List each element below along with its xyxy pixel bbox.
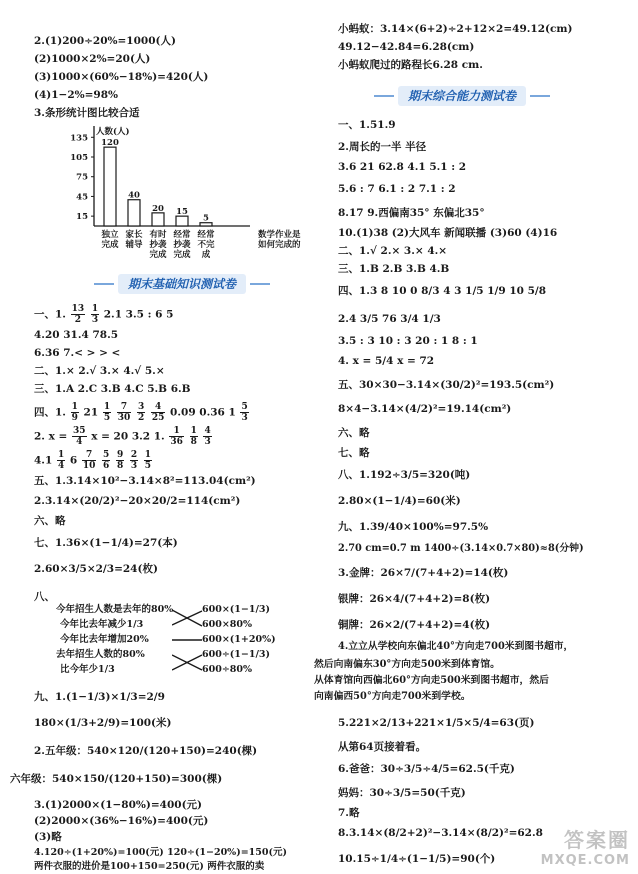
answer-line: 10.15÷1/4÷(1−1/5)=90(个) [338,853,496,865]
answer-line: 九、1.39/40×100%=97.5% [338,521,489,533]
answer-line: 七、略 [338,447,370,459]
answer-line: 两件衣服的进价是100+150=250(元) 两件衣服的卖 [34,861,265,872]
answer-line: 4.1 $\frac{1}{4}$ 6 $\frac{7}{10}$ $\frac{5}{6}$ $\frac{9}{8}$ $\frac{2}{3}$ $\frac{1}{5}$ [34,450,152,471]
bar-value-label: 40 [128,190,140,201]
answer-line: 五、30×30−3.14×(30/2)²=193.5(cm²) [338,379,555,391]
match-left-3: 今年比去年增加20% [60,634,149,645]
x-tick-label: 家长 [125,230,143,240]
answer-line: (2)2000×(36%−16%)=400(元) [34,815,209,827]
answer-line: 3.(1)2000×(1−80%)=400(元) [34,799,203,811]
answer-line: 4.立立从学校向东偏北40°方向走700米到图书超市， [338,641,574,652]
answer-line: 2.五年级：540×120/(120+150)=240(棵) [34,745,258,757]
answer-line: 3.条形统计图比较合适 [34,107,140,119]
answer-line: 九、1.(1−1/3)×1/3=2/9 [34,691,165,703]
answer-line: 2.4 3/5 76 3/4 1/3 [338,313,441,325]
match-right-5: 600÷80% [202,664,253,675]
answer-line: 三、1.B 2.B 3.B 4.B [338,263,450,275]
answer-line: 2.70 cm=0.7 m 1400÷(3.14×0.7×80)≈8(分钟) [338,543,584,554]
answer-line: 妈妈：30÷3/5=50(千克) [338,787,466,799]
x-tick-label: 经常 [197,230,215,240]
y-tick-label: 105 [70,153,88,163]
x-tick-label: 完成 [173,250,191,260]
answer-line: 五、1.3.14×10²−3.14×8²=113.04(cm²) [34,475,256,487]
answer-line: 2. x = $\frac{35}{4}$ x = 20 3.2 1. $\frac{1}{36}$ $\frac{1}{8}$ $\frac{4}{3}$ [34,426,211,447]
x-tick-label: 成 [201,250,211,260]
match-left-1: 今年招生人数是去年的80% [56,604,174,615]
answer-line: 四、1.3 8 10 0 8/3 4 3 1/5 1/9 10 5/8 [338,285,547,297]
answer-line: (4)1−2%=98% [34,89,119,101]
answer-line: 3.6 21 62.8 4.1 5.1 : 2 [338,161,467,173]
answer-line: 8×4−3.14×(4/2)²=19.14(cm²) [338,403,512,415]
bar-value-label: 120 [101,138,119,149]
answer-line: 八、 [34,591,55,603]
x-tick-label: 不完 [197,240,215,250]
x-tick-label: 独立 [101,230,119,240]
answer-line: 4.120÷(1+20%)=100(元) 120÷(1−20%)=150(元) [34,847,287,858]
match-left-5: 比今年少1/3 [60,664,115,675]
answer-line: 2.60×3/5×2/3=24(枚) [34,563,158,575]
answer-line: 6.36 7.< > > < [34,347,121,359]
answer-line: 向南偏西50°方向走700米到学校。 [314,691,471,702]
answer-line: 2.(1)200÷20%=1000(人) [34,35,176,47]
answer-line: 180×(1/3+2/9)=100(米) [34,717,172,729]
watermark-logo-text: 答案圈 [564,828,630,852]
x-tick-label: 有时 [149,230,167,240]
answer-line: 7.略 [338,807,360,819]
x-axis-label: 数学作业是 [258,230,301,240]
match-right-1: 600×(1−1/3) [202,604,271,615]
answer-line: 3.金牌：26×7/(7+4+2)=14(枚) [338,567,509,579]
match-lines [172,602,204,680]
answer-line: 四、1. $\frac{1}{9}$ 21 $\frac{1}{5}$ $\frac{7}{30}$ $\frac{3}{2}$ $\frac{4}{25}$ 0.09 0.36 1 $\frac{5}{3}$ [34,402,248,423]
match-right-4: 600÷(1−1/3) [202,649,271,660]
match-left-4: 去年招生人数的80% [56,649,145,660]
x-tick-label: 完成 [101,240,119,250]
answer-line: (3)略 [34,831,62,843]
answer-line: 3.5 : 3 10 : 3 20 : 1 8 : 1 [338,335,478,347]
y-tick-label: 75 [76,172,88,183]
bar [128,200,140,226]
answer-line: 6.爸爸：30÷3/5÷4/5=62.5(千克) [338,763,515,775]
x-tick-label: 抄袭 [173,240,191,250]
x-tick-label: 辅导 [125,240,143,250]
answer-line: 49.12−42.84=6.28(cm) [338,41,475,53]
answer-line: 4.20 31.4 78.5 [34,329,119,341]
match-right-2: 600×80% [202,619,253,630]
x-tick-label: 经常 [173,230,191,240]
answer-line: 六、略 [338,427,370,439]
bar-value-label: 15 [176,207,188,218]
bar-value-label: 20 [152,203,164,214]
answer-line: 然后向南偏东30°方向走500米到体育馆。 [314,659,500,670]
answer-line: 8.17 9.西偏南35° 东偏北35° [338,207,485,219]
match-right-3: 600×(1+20%) [202,634,276,645]
answer-line: 三、1.A 2.C 3.B 4.C 5.B 6.B [34,383,191,395]
answer-line: 小蚂蚁：3.14×(6+2)÷2+12×2=49.12(cm) [338,23,573,35]
answer-line: 二、1.× 2.√ 3.× 4.√ 5.× [34,365,165,377]
match-left-2: 今年比去年减少1/3 [60,619,144,630]
section-title: 期末基础知识测试卷 [118,274,246,294]
answer-line: 一、1. $\frac{13}{2}$ $\frac{1}{3}$ 2.1 3.5 : 6 5 [34,304,174,325]
y-tick-label: 135 [70,133,88,144]
watermark [541,824,630,868]
answer-line: 八、1.192÷3/5=320(吨) [338,469,471,481]
answer-line: 4. x = 5/4 x = 72 [338,355,435,367]
answer-line: 2.80×(1−1/4)=60(米) [338,495,461,507]
answer-line: 8.3.14×(8/2+2)²−3.14×(8/2)²=62.8 [338,827,543,839]
answer-line: 二、1.√ 2.× 3.× 4.× [338,245,448,257]
y-tick-label: 45 [76,192,88,203]
answer-line: 银牌：26×4/(7+4+2)=8(枚) [338,593,491,605]
answer-line: 六年级：540×150/(120+150)=300(棵) [10,773,223,785]
x-axis-label: 如何完成的 [258,240,301,250]
watermark-url: MXQE.COM [540,853,630,868]
answer-line: (3)1000×(60%−18%)=420(人) [34,71,209,83]
y-tick-label: 15 [76,212,88,223]
answer-line: 2.周长的一半 半径 [338,141,427,153]
bar-chart [50,122,310,262]
answer-line: 铜牌：26×2/(7+4+2)=4(枚) [338,619,491,631]
bar [176,216,188,226]
answer-line: 七、1.36×(1−1/4)=27(本) [34,537,178,549]
answer-line: 5.6 : 7 6.1 : 2 7.1 : 2 [338,183,456,195]
x-tick-label: 抄袭 [149,240,167,250]
answer-line: 10.(1)38 (2)大风车 新闻联播 (3)60 (4)16 [338,227,558,239]
answer-line: 一、1.51.9 [338,119,396,131]
x-tick-label: 完成 [149,250,167,260]
answer-line: 2.3.14×(20/2)²−20×20/2=114(cm²) [34,495,241,507]
bar [104,147,116,226]
answer-line: 从体育馆向西偏北60°方向走500米到图书超市，然后 [314,675,549,686]
y-axis-label: 人数(人) [96,127,130,137]
answer-line: 从第64页接着看。 [338,741,427,753]
answer-line: 小蚂蚁爬过的路程长6.28 cm. [338,59,483,71]
bar [152,213,164,226]
bar-value-label: 5 [203,213,209,224]
answer-line: 5.221×2/13+221×1/5×5/4=63(页) [338,717,535,729]
answer-line: (2)1000×2%=20(人) [34,53,151,65]
answer-line: 六、略 [34,515,66,527]
section-title: 期末综合能力测试卷 [398,86,526,106]
